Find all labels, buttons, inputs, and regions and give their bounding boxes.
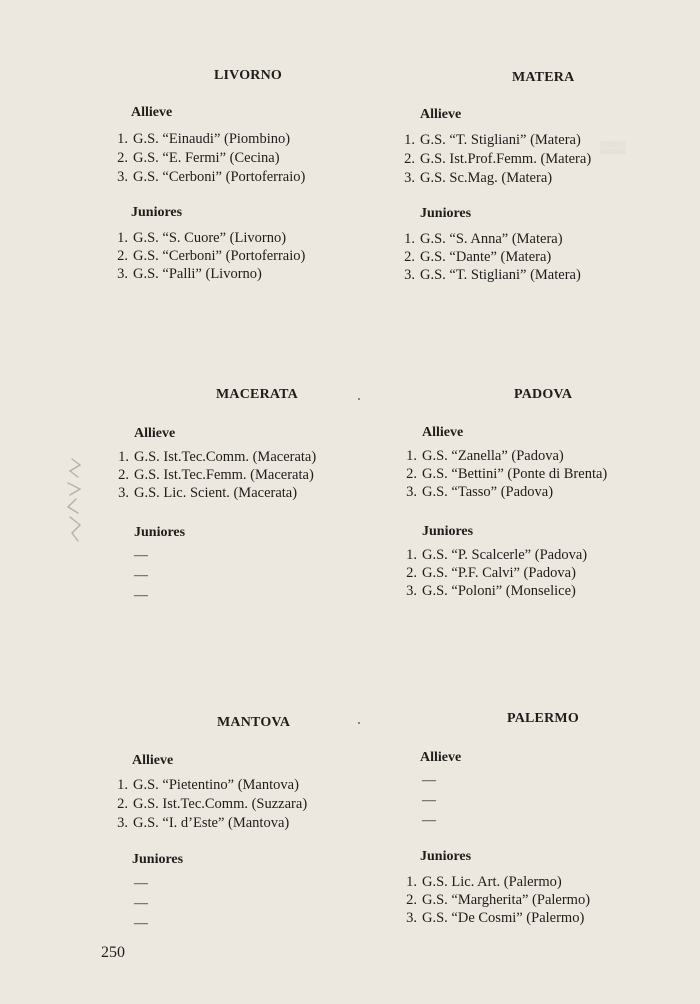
list-item: 2. G.S. “Dante” (Matera) — [404, 249, 552, 265]
bleed-through-text: ▒▒▒ — [600, 140, 626, 154]
list-item: 3. G.S. “Palli” (Livorno) — [117, 266, 262, 282]
empty-placeholder: — — [134, 896, 147, 911]
category-juniores-label: Juniores — [420, 849, 472, 864]
list-item: 1. G.S. Ist.Tec.Comm. (Macerata) — [118, 449, 317, 465]
empty-placeholder: — — [134, 568, 147, 583]
section-title-palermo: PALERMO — [507, 711, 579, 726]
list-item: 2. G.S. “Bettini” (Ponte di Brenta) — [406, 466, 608, 482]
category-allieve-label: Allieve — [132, 753, 174, 768]
list-item: 2. G.S. Ist.Prof.Femm. (Matera) — [404, 151, 592, 167]
list-item: 1. G.S. “Einaudi” (Piombino) — [117, 131, 291, 147]
category-juniores-label: Juniores — [420, 206, 472, 221]
list-item: 3. G.S. “Cerboni” (Portoferraio) — [117, 169, 306, 185]
list-item: 3. G.S. “Poloni” (Monselice) — [406, 583, 576, 599]
list-item: 2. G.S. “E. Fermi” (Cecina) — [117, 150, 280, 166]
list-item: 1. G.S. “T. Stigliani” (Matera) — [404, 132, 581, 148]
gutter-dot — [358, 722, 360, 724]
category-allieve-label: Allieve — [420, 750, 462, 765]
list-item: 1. G.S. “Pietentino” (Mantova) — [117, 777, 299, 793]
empty-placeholder: — — [134, 548, 147, 563]
list-item: 3. G.S. “I. d’Este” (Mantova) — [117, 815, 290, 831]
section-title-macerata: MACERATA — [216, 387, 298, 402]
list-item: 3. G.S. “Tasso” (Padova) — [406, 484, 554, 500]
category-allieve-label: Allieve — [131, 105, 173, 120]
empty-placeholder: — — [134, 916, 147, 931]
list-item: 3. G.S. “T. Stigliani” (Matera) — [404, 267, 581, 283]
list-item: 3. G.S. Lic. Scient. (Macerata) — [118, 485, 298, 501]
gutter-dot — [358, 398, 360, 400]
section-title-livorno: LIVORNO — [214, 68, 283, 83]
empty-placeholder: — — [422, 813, 435, 828]
list-item: 1. G.S. Lic. Art. (Palermo) — [406, 874, 562, 890]
list-item: 1. G.S. “S. Cuore” (Livorno) — [117, 230, 287, 246]
list-item: 1. G.S. “P. Scalcerle” (Padova) — [406, 547, 588, 563]
category-juniores-label: Juniores — [132, 852, 184, 867]
page-number: 250 — [101, 944, 125, 961]
list-item: 2. G.S. Ist.Tec.Femm. (Macerata) — [118, 467, 314, 483]
list-item: 3. G.S. “De Cosmi” (Palermo) — [406, 910, 585, 926]
category-allieve-label: Allieve — [134, 426, 176, 441]
category-allieve-label: Allieve — [420, 107, 462, 122]
empty-placeholder: — — [134, 876, 147, 891]
category-allieve-label: Allieve — [422, 425, 464, 440]
empty-placeholder: — — [422, 793, 435, 808]
section-title-padova: PADOVA — [514, 387, 573, 402]
list-item: 2. G.S. “P.F. Calvi” (Padova) — [406, 565, 576, 581]
category-juniores-label: Juniores — [134, 525, 186, 540]
empty-placeholder: — — [134, 588, 147, 603]
category-juniores-label: Juniores — [422, 524, 474, 539]
list-item: 3. G.S. Sc.Mag. (Matera) — [404, 170, 553, 186]
category-juniores-label: Juniores — [131, 205, 183, 220]
list-item: 1. G.S. “S. Anna” (Matera) — [404, 231, 563, 247]
empty-placeholder: — — [422, 773, 435, 788]
list-item: 2. G.S. “Cerboni” (Portoferraio) — [117, 248, 306, 264]
section-title-mantova: MANTOVA — [217, 715, 291, 730]
list-item: 2. G.S. “Margherita” (Palermo) — [406, 892, 591, 908]
list-item: 2. G.S. Ist.Tec.Comm. (Suzzara) — [117, 796, 308, 812]
list-item: 1. G.S. “Zanella” (Padova) — [406, 448, 564, 464]
pencil-mark-icon — [58, 455, 88, 545]
section-title-matera: MATERA — [512, 70, 575, 85]
